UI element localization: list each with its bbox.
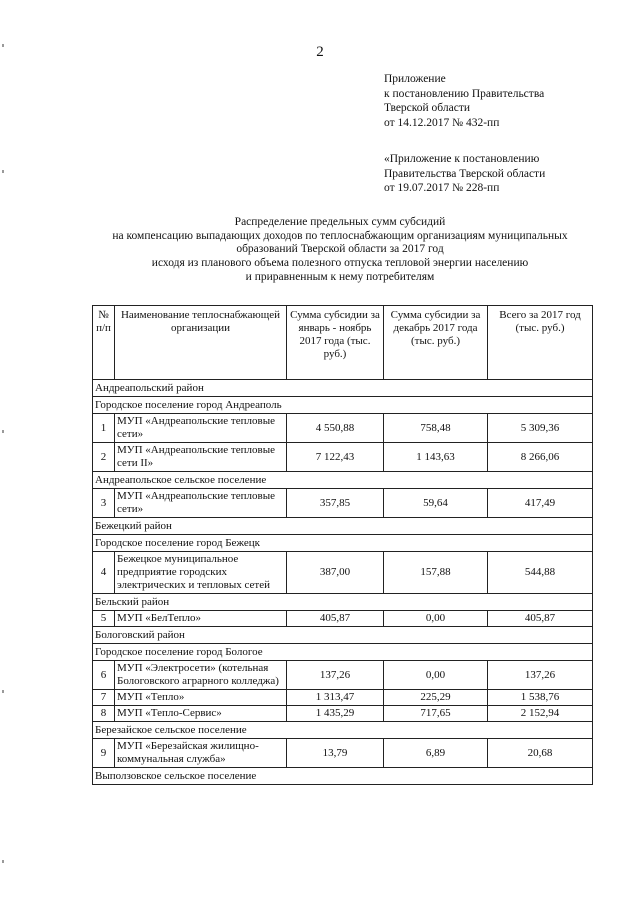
row-org: Бежецкое муниципальное предприятие городских электрических и тепловых сетей (115, 552, 287, 594)
table-row (93, 739, 593, 768)
heading-line: на компенсацию выпадающих доходов по теплоснабжающим организациям муниципальных (112, 229, 568, 242)
table-row (93, 489, 593, 518)
previous-appendix-block (384, 152, 545, 196)
heading-line: исходя из планового объема полезного отпуска тепловой энергии населению (151, 257, 529, 270)
row-org: МУП «БелТепло» (115, 611, 287, 627)
row-num: 4 (93, 552, 115, 594)
region-label: Городское поселение город Бологое (93, 644, 593, 661)
table-row (93, 414, 593, 443)
row-num: 5 (93, 611, 115, 627)
scan-edge-mark (2, 690, 4, 693)
header-org: Наименование теплоснабжающей организации (115, 306, 287, 380)
previous-appendix-line: Правительства Тверской области (384, 167, 546, 180)
appendix-line: к постановлению Правительства (384, 87, 545, 100)
scan-edge-mark (2, 860, 4, 863)
region-label: Выползовское сельское поселение (93, 768, 593, 785)
row-dec: 6,89 (384, 739, 488, 768)
region-label: Городское поселение город Андреаполь (93, 397, 593, 414)
row-jan-nov: 357,85 (287, 489, 384, 518)
header-num: № п/п (93, 306, 115, 380)
row-dec: 758,48 (384, 414, 488, 443)
header-jan-nov: Сумма субсидии за январь - ноябрь 2017 года (тыс. руб.) (287, 306, 384, 380)
row-total: 2 152,94 (488, 706, 593, 722)
appendix-line: Тверской области (384, 102, 470, 114)
row-dec: 59,64 (384, 489, 488, 518)
row-num: 6 (93, 661, 115, 690)
row-org: МУП «Тепло» (115, 690, 287, 706)
scan-edge-mark (2, 44, 4, 47)
row-total: 137,26 (488, 661, 593, 690)
table-row (93, 552, 593, 594)
row-num: 3 (93, 489, 115, 518)
row-org: МУП «Тепло-Сервис» (115, 706, 287, 722)
header-total: Всего за 2017 год (тыс. руб.) (488, 306, 593, 380)
region-row (93, 472, 593, 489)
row-total: 405,87 (488, 611, 593, 627)
row-org: МУП «Андреапольские тепловые сети II» (115, 443, 287, 472)
table-header-row (93, 306, 593, 380)
region-label: Городское поселение город Бежецк (93, 535, 593, 552)
table-row (93, 443, 593, 472)
region-row (93, 644, 593, 661)
row-jan-nov: 7 122,43 (287, 443, 384, 472)
table-row (93, 611, 593, 627)
subsidy-table (92, 305, 593, 785)
heading-line: и приравненным к нему потребителям (245, 270, 435, 283)
row-org: МУП «Березайская жилищно-коммунальная служба» (115, 739, 287, 768)
previous-appendix-line: от 19.07.2017 № 228-пп (384, 182, 500, 194)
row-num: 9 (93, 739, 115, 768)
row-dec: 157,88 (384, 552, 488, 594)
row-org: МУП «Электросети» (котельная Бологовского аграрного колледжа) (115, 661, 287, 690)
row-total: 8 266,06 (488, 443, 593, 472)
row-jan-nov: 1 435,29 (287, 706, 384, 722)
region-row (93, 518, 593, 535)
row-jan-nov: 1 313,47 (287, 690, 384, 706)
row-total: 417,49 (488, 489, 593, 518)
row-total: 20,68 (488, 739, 593, 768)
region-row (93, 768, 593, 785)
row-dec: 1 143,63 (384, 443, 488, 472)
row-jan-nov: 387,00 (287, 552, 384, 594)
region-label: Андреапольское сельское поселение (93, 472, 593, 489)
table-row (93, 690, 593, 706)
document-heading (80, 216, 600, 285)
region-row (93, 397, 593, 414)
region-label: Бельский район (93, 594, 593, 611)
row-dec: 0,00 (384, 661, 488, 690)
appendix-line: от 14.12.2017 № 432-пп (384, 116, 500, 129)
row-jan-nov: 405,87 (287, 611, 384, 627)
appendix-line: Приложение (384, 73, 446, 85)
row-dec: 0,00 (384, 611, 488, 627)
table-row (93, 661, 593, 690)
row-jan-nov: 137,26 (287, 661, 384, 690)
row-num: 7 (93, 690, 115, 706)
row-jan-nov: 13,79 (287, 739, 384, 768)
appendix-block (384, 72, 544, 130)
row-num: 1 (93, 414, 115, 443)
heading-line: образований Тверской области за 2017 год (236, 243, 444, 256)
region-label: Андреапольский район (93, 380, 593, 397)
header-dec: Сумма субсидии за декабрь 2017 года (тыс. руб.) (384, 306, 488, 380)
row-dec: 717,65 (384, 706, 488, 722)
region-label: Березайское сельское поселение (93, 722, 593, 739)
row-num: 2 (93, 443, 115, 472)
region-label: Бологовский район (93, 627, 593, 644)
row-total: 1 538,76 (488, 690, 593, 706)
page-number: 2 (316, 44, 324, 60)
previous-appendix-line: «Приложение к постановлению (384, 153, 540, 165)
row-total: 544,88 (488, 552, 593, 594)
region-row (93, 722, 593, 739)
scan-edge-mark (2, 430, 4, 433)
row-num: 8 (93, 706, 115, 722)
region-row (93, 627, 593, 644)
table-row (93, 706, 593, 722)
region-row (93, 535, 593, 552)
region-row (93, 594, 593, 611)
row-org: МУП «Андреапольские тепловые сети» (115, 489, 287, 518)
row-dec: 225,29 (384, 690, 488, 706)
heading-line: Распределение предельных сумм субсидий (234, 216, 446, 228)
row-org: МУП «Андреапольские тепловые сети» (115, 414, 287, 443)
row-jan-nov: 4 550,88 (287, 414, 384, 443)
region-label: Бежецкий район (93, 518, 593, 535)
scan-edge-mark (2, 170, 4, 173)
region-row (93, 380, 593, 397)
row-total: 5 309,36 (488, 414, 593, 443)
